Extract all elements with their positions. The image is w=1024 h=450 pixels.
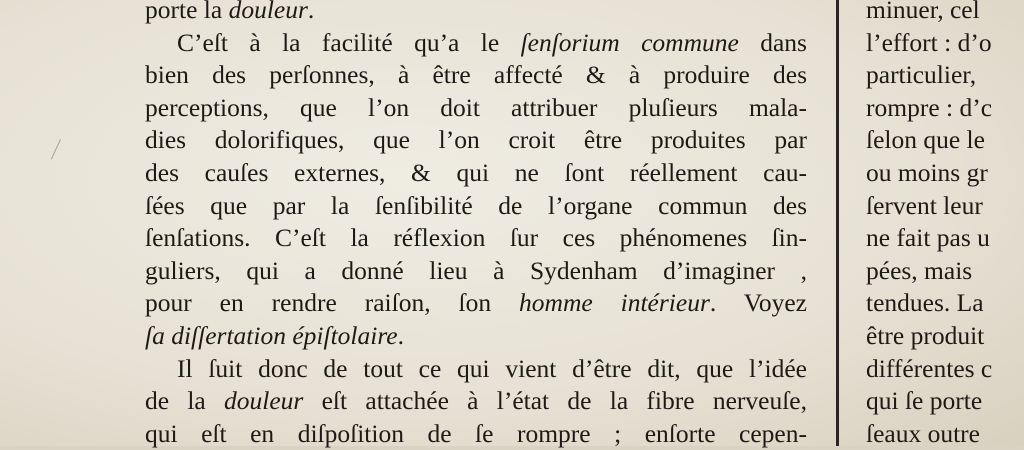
text-line: être produit [866, 320, 985, 350]
text-line: qui ſe porte [866, 386, 983, 416]
text-run: de la [145, 386, 225, 416]
text-line: minuer, cel [866, 0, 980, 24]
text-run: . [397, 320, 404, 350]
text-line [145, 385, 807, 418]
italic-text: douleur [224, 386, 304, 416]
text-line: ſelon que le [866, 125, 985, 155]
text-line: pées, mais [866, 255, 973, 285]
text-line [145, 190, 807, 223]
text-line [145, 353, 807, 386]
text-line: ſeaux outre [866, 418, 980, 448]
text-run: C’eſt à la facilité qu’a le [177, 27, 521, 57]
text-line: particulier, [866, 60, 977, 90]
text-line [145, 255, 807, 288]
text-run: qui eſt en diſpoſition de ſe rompre ; enſorte cepen- [145, 418, 807, 448]
text-line [145, 59, 807, 92]
text-line [145, 320, 807, 353]
text-run: bien des perſonnes, à être affecté & à produire des [145, 60, 807, 90]
text-run: . Voyez [709, 288, 807, 318]
text-run: ſées que par la ſenſibilité de l’organe commun des [145, 190, 807, 220]
text-line: différentes c [866, 353, 993, 383]
text-line [145, 0, 807, 27]
right-text-column [866, 0, 1024, 450]
text-line: ou moins gr [866, 157, 988, 187]
text-run: ſenſations. C’eſt la réflexion ſur ces phénomenes ſin- [145, 223, 807, 253]
text-run: guliers, qui a donné lieu à Sydenham d’imaginer , [145, 255, 807, 285]
text-line [145, 92, 807, 125]
text-line [145, 222, 807, 255]
italic-text: ſa diſſertation épiſtolaire [145, 320, 398, 350]
italic-text: homme intérieur [519, 288, 710, 318]
text-run: Il ſuit donc de tout ce qui vient d’être dit, que l’idée [177, 353, 807, 383]
text-line [145, 124, 807, 157]
main-text-column [145, 0, 807, 450]
text-line [145, 287, 807, 320]
italic-text: douleur [228, 0, 308, 24]
text-run: des cauſes externes, & qui ne ſont réellement cau- [145, 157, 807, 187]
text-line: tendues. La [866, 288, 984, 318]
text-line [145, 418, 807, 450]
page-mark [51, 139, 68, 163]
text-run: dans [738, 27, 807, 57]
column-rule [836, 0, 839, 446]
text-line [145, 27, 807, 60]
text-run: pour en rendre raiſon, ſon [145, 288, 520, 318]
text-run: porte la [145, 0, 229, 24]
text-run: dies dolorifiques, que l’on croit être produites par [145, 125, 807, 155]
text-run: perceptions, que l’on doit attribuer pluſieurs mala- [145, 92, 807, 122]
text-line: ne fait pas u [866, 223, 990, 253]
text-line: ſervent leur [866, 190, 983, 220]
text-line: rompre : d’c [866, 92, 993, 122]
italic-text: ſenſorium commune [520, 27, 739, 57]
text-run: eſt attachée à l’état de la fibre nerveuſe, [303, 386, 807, 416]
text-line [145, 157, 807, 190]
text-run: . [307, 0, 315, 24]
text-line: l’effort : d’o [866, 27, 992, 57]
